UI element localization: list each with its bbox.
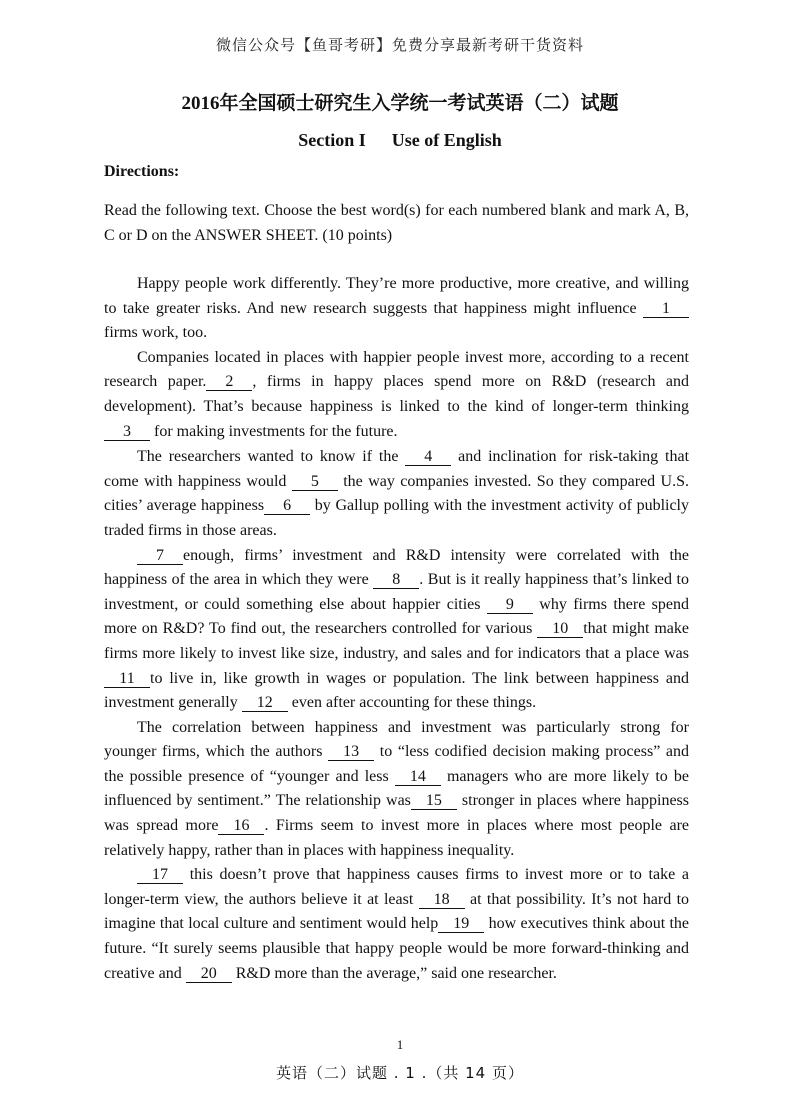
blank-14: 14 [395, 769, 441, 786]
text: for making investments for the future. [154, 422, 398, 440]
text: enough, firms’ investment and R&D intensity were correlated with the happiness of the area in which they were [104, 546, 689, 589]
paragraph-6 [104, 863, 689, 986]
blank-15: 15 [411, 793, 457, 810]
text: R&D more than the average,” said one researcher. [235, 964, 557, 982]
blank-10: 10 [537, 621, 583, 638]
text: Companies located in places with happier people invest more, according to a recent research paper. [104, 348, 689, 391]
text: to “less codified decision making process” and the possible presence of “younger and less [104, 743, 690, 785]
text: , firms in happy places spend more on R&D (research and development). That’s because happiness is linked to the kind of longer-term thinking [104, 373, 690, 415]
blank-4: 4 [405, 449, 451, 466]
blank-19: 19 [438, 916, 484, 933]
blank-12: 12 [242, 695, 288, 712]
section-name: Use of English [391, 130, 502, 150]
passage [104, 272, 689, 986]
paragraph-1 [104, 272, 689, 346]
text: the way companies invested. So they compared U.S. cities’ average happiness [104, 472, 689, 515]
blank-20: 20 [186, 966, 232, 983]
text: Happy people work differently. They’re more productive, more creative, and willing to take greater risks. And new research suggests that happiness might influence [104, 275, 689, 317]
paragraph-4 [104, 544, 689, 716]
text: The correlation between happiness and investment was particularly strong for younger firms, which the authors [104, 718, 689, 761]
paragraph-2 [104, 346, 689, 444]
blank-16: 16 [218, 818, 264, 835]
text: The researchers wanted to know if the [137, 448, 399, 466]
blank-7: 7 [137, 548, 183, 565]
section-heading [0, 130, 800, 151]
text: why firms there spend more on R&D? To find out, the researchers controlled for various [104, 595, 690, 638]
text: this doesn’t prove that happiness causes firms to invest more or to take a longer-term view, the authors believe it at least [104, 866, 690, 908]
directions-text: Read the following text. Choose the best word(s) for each numbered blank and mark A, B, C or D on the ANSWER SHEET. (10 points) [104, 202, 689, 244]
text: firms work, too. [104, 324, 208, 342]
paragraph-3 [104, 444, 689, 543]
blank-18: 18 [419, 892, 465, 909]
blank-13: 13 [328, 744, 374, 761]
exam-title: 2016年全国硕士研究生入学统一考试英语（二）试题 [181, 93, 619, 114]
footer-page-note: 英语（二）试题 . 1 .（共 14 页） [275, 1064, 524, 1082]
page-number: 1 [396, 1037, 404, 1052]
section-label: Section I [298, 130, 366, 150]
blank-17: 17 [137, 867, 183, 884]
paragraph-5 [104, 716, 689, 864]
directions-label: Directions: [104, 163, 180, 180]
blank-11: 11 [104, 671, 150, 688]
text: that might make firms more likely to invest like size, industry, and sales and for indicators that a place was [104, 620, 690, 662]
header-watermark-note: 微信公众号【鱼哥考研】免费分享最新考研干货资料 [215, 36, 584, 54]
text: . Firms seem to invest more in places where most people are relatively happy, rather than in places with happiness inequality. [104, 817, 690, 859]
text: by Gallup polling with the investment activity of publicly traded firms in those areas. [104, 497, 690, 539]
blank-6: 6 [264, 498, 310, 515]
blank-9: 9 [487, 597, 533, 614]
blank-8: 8 [373, 572, 419, 589]
blank-3: 3 [104, 424, 150, 441]
text: even after accounting for these things. [291, 694, 537, 712]
text: and inclination for risk-taking that come with happiness would [104, 448, 690, 490]
blank-2: 2 [206, 374, 252, 391]
text: to live in, like growth in wages or population. The link between happiness and investment generally [104, 669, 689, 712]
text: at that possibility. It’s not hard to imagine that local culture and sentiment would help [104, 890, 690, 933]
blank-1: 1 [643, 301, 689, 318]
text: how executives think about the future. “It surely seems plausible that happy people would be more forward-thinking and creative and [104, 915, 690, 982]
blank-5: 5 [292, 474, 338, 491]
text: stronger in places where happiness was spread more [104, 792, 690, 835]
text: . But is it really happiness that’s linked to investment, or could something else about happier cities [104, 571, 689, 613]
text: managers who are more likely to be influenced by sentiment.” The relationship was [104, 767, 690, 810]
